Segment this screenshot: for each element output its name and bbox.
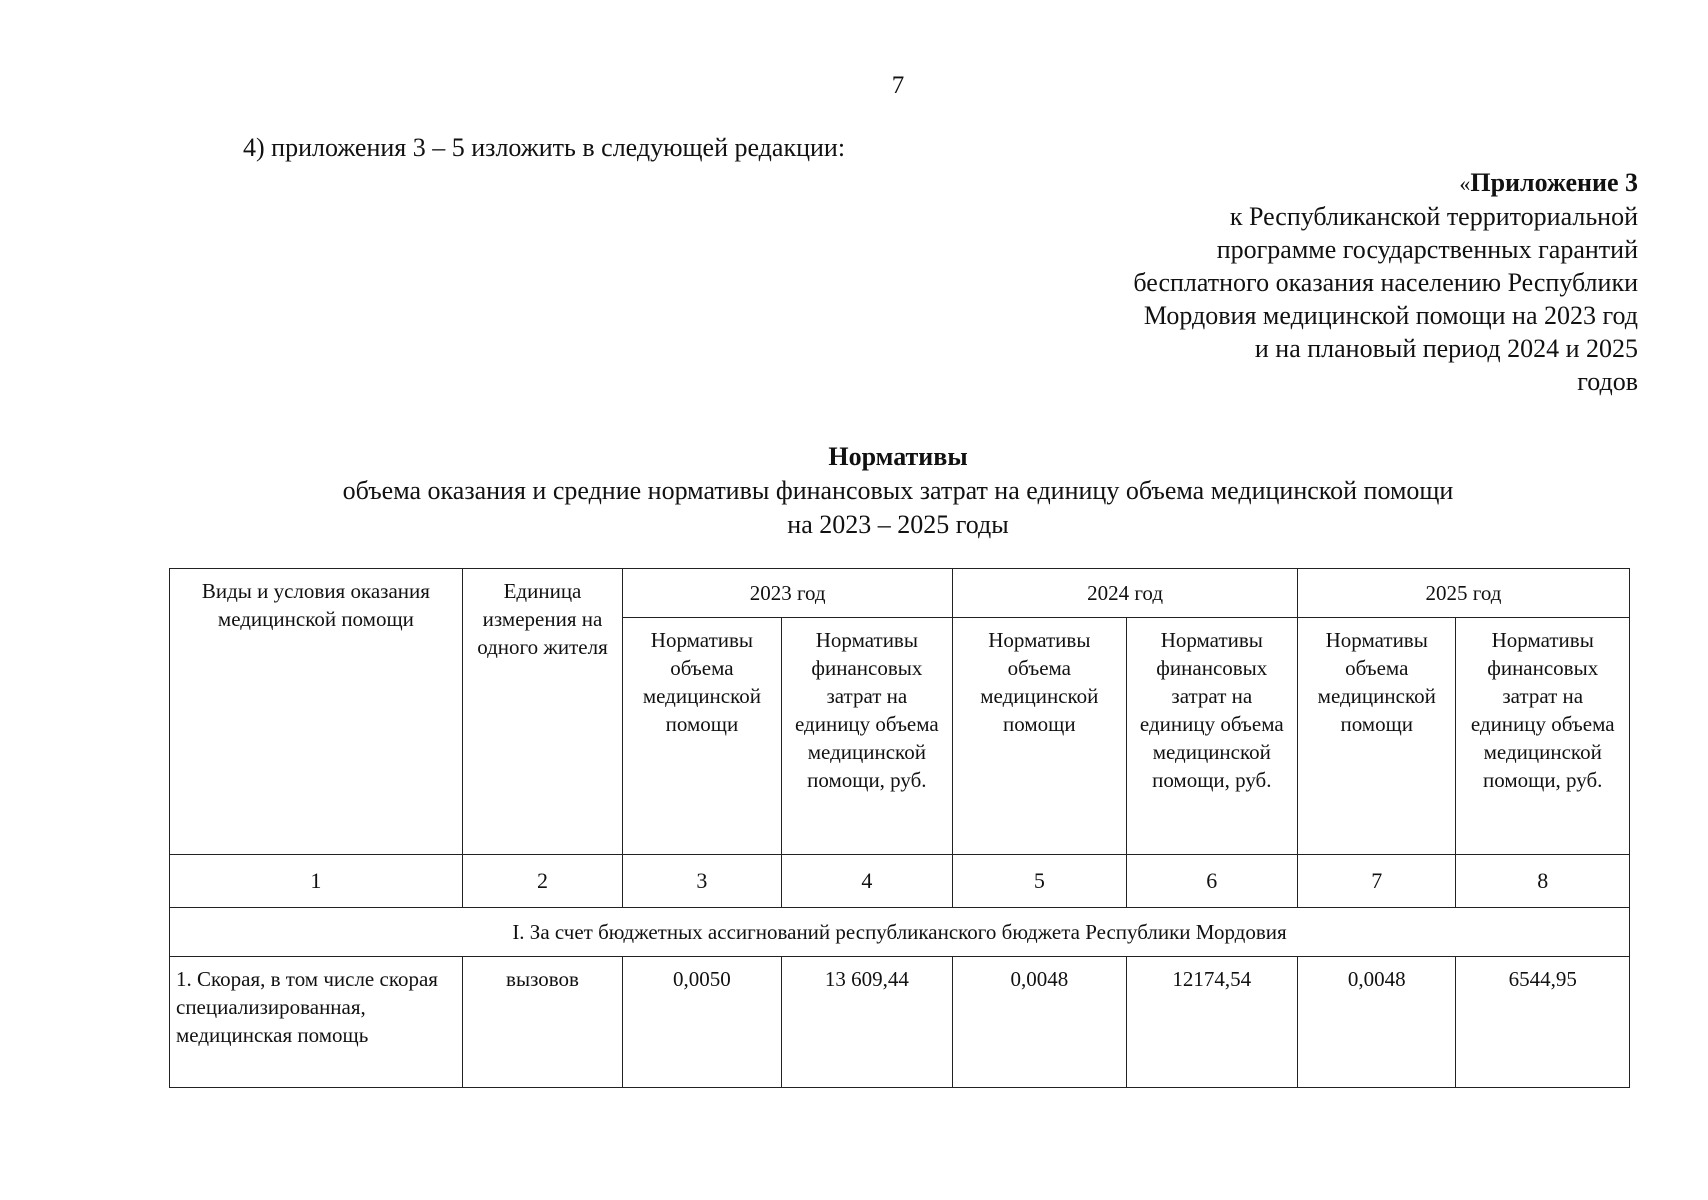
section-row (170, 908, 1630, 957)
row-volume-2025: 0,0048 (1298, 957, 1456, 1088)
row-cost-2024: 12174,54 (1126, 957, 1297, 1088)
column-number: 3 (623, 855, 781, 908)
row-unit: вызовов (462, 957, 622, 1088)
appendix-line: годов (1577, 367, 1638, 396)
row-kind: 1. Скорая, в том числе скорая специализированная, медицинская помощь (170, 957, 463, 1088)
column-number: 7 (1298, 855, 1456, 908)
column-number: 1 (170, 855, 463, 908)
column-number: 8 (1456, 855, 1630, 908)
table-row (170, 957, 1630, 1088)
column-numbers-row (170, 855, 1630, 908)
appendix-title: Приложение 3 (1470, 168, 1638, 197)
column-number: 6 (1126, 855, 1297, 908)
appendix-line: программе государственных гарантий (1216, 235, 1638, 264)
column-number: 4 (781, 855, 952, 908)
header-cost-2023: Нормативы финансовых затрат на единицу объема медицинской помощи, руб. (781, 618, 952, 855)
header-volume-2024: Нормативы объема медицинской помощи (953, 618, 1126, 855)
appendix-line: бесплатного оказания населению Республики (1133, 268, 1638, 297)
quote-mark: « (1459, 171, 1471, 196)
column-number: 2 (462, 855, 622, 908)
document-title-main: Нормативы (828, 442, 968, 471)
row-cost-2023: 13 609,44 (781, 957, 952, 1088)
appendix-line: и на плановый период 2024 и 2025 (1254, 334, 1638, 363)
row-cost-2025: 6544,95 (1456, 957, 1630, 1088)
header-unit: Единица измерения на одного жителя (462, 569, 622, 855)
document-title-line: на 2023 – 2025 годы (787, 510, 1009, 539)
document-title-line: объема оказания и средние нормативы финансовых затрат на единицу объема медицинской помощи (342, 476, 1454, 505)
page-number: 7 (891, 72, 905, 99)
appendix-line: Мордовия медицинской помощи на 2023 год (1143, 301, 1638, 330)
header-year-2023: 2023 год (623, 569, 953, 618)
header-year-2025: 2025 год (1298, 569, 1630, 618)
header-kind: Виды и условия оказания медицинской помощи (170, 569, 463, 855)
header-cost-2024: Нормативы финансовых затрат на единицу объема медицинской помощи, руб. (1126, 618, 1297, 855)
header-year-2024: 2024 год (953, 569, 1298, 618)
header-volume-2025: Нормативы объема медицинской помощи (1298, 618, 1456, 855)
row-volume-2023: 0,0050 (623, 957, 781, 1088)
row-volume-2024: 0,0048 (953, 957, 1126, 1088)
header-cost-2025: Нормативы финансовых затрат на единицу объема медицинской помощи, руб. (1456, 618, 1630, 855)
section-title: I. За счет бюджетных ассигнований республиканского бюджета Республики Мордовия (170, 908, 1630, 957)
column-number: 5 (953, 855, 1126, 908)
intro-paragraph: 4) приложения 3 – 5 изложить в следующей редакции: (243, 133, 846, 162)
header-volume-2023: Нормативы объема медицинской помощи (623, 618, 781, 855)
appendix-title-line (838, 166, 1638, 200)
appendix-line: к Республиканской территориальной (1229, 202, 1638, 231)
norms-table (169, 568, 1630, 1088)
appendix-heading (838, 166, 1638, 398)
document-title (0, 440, 1708, 542)
